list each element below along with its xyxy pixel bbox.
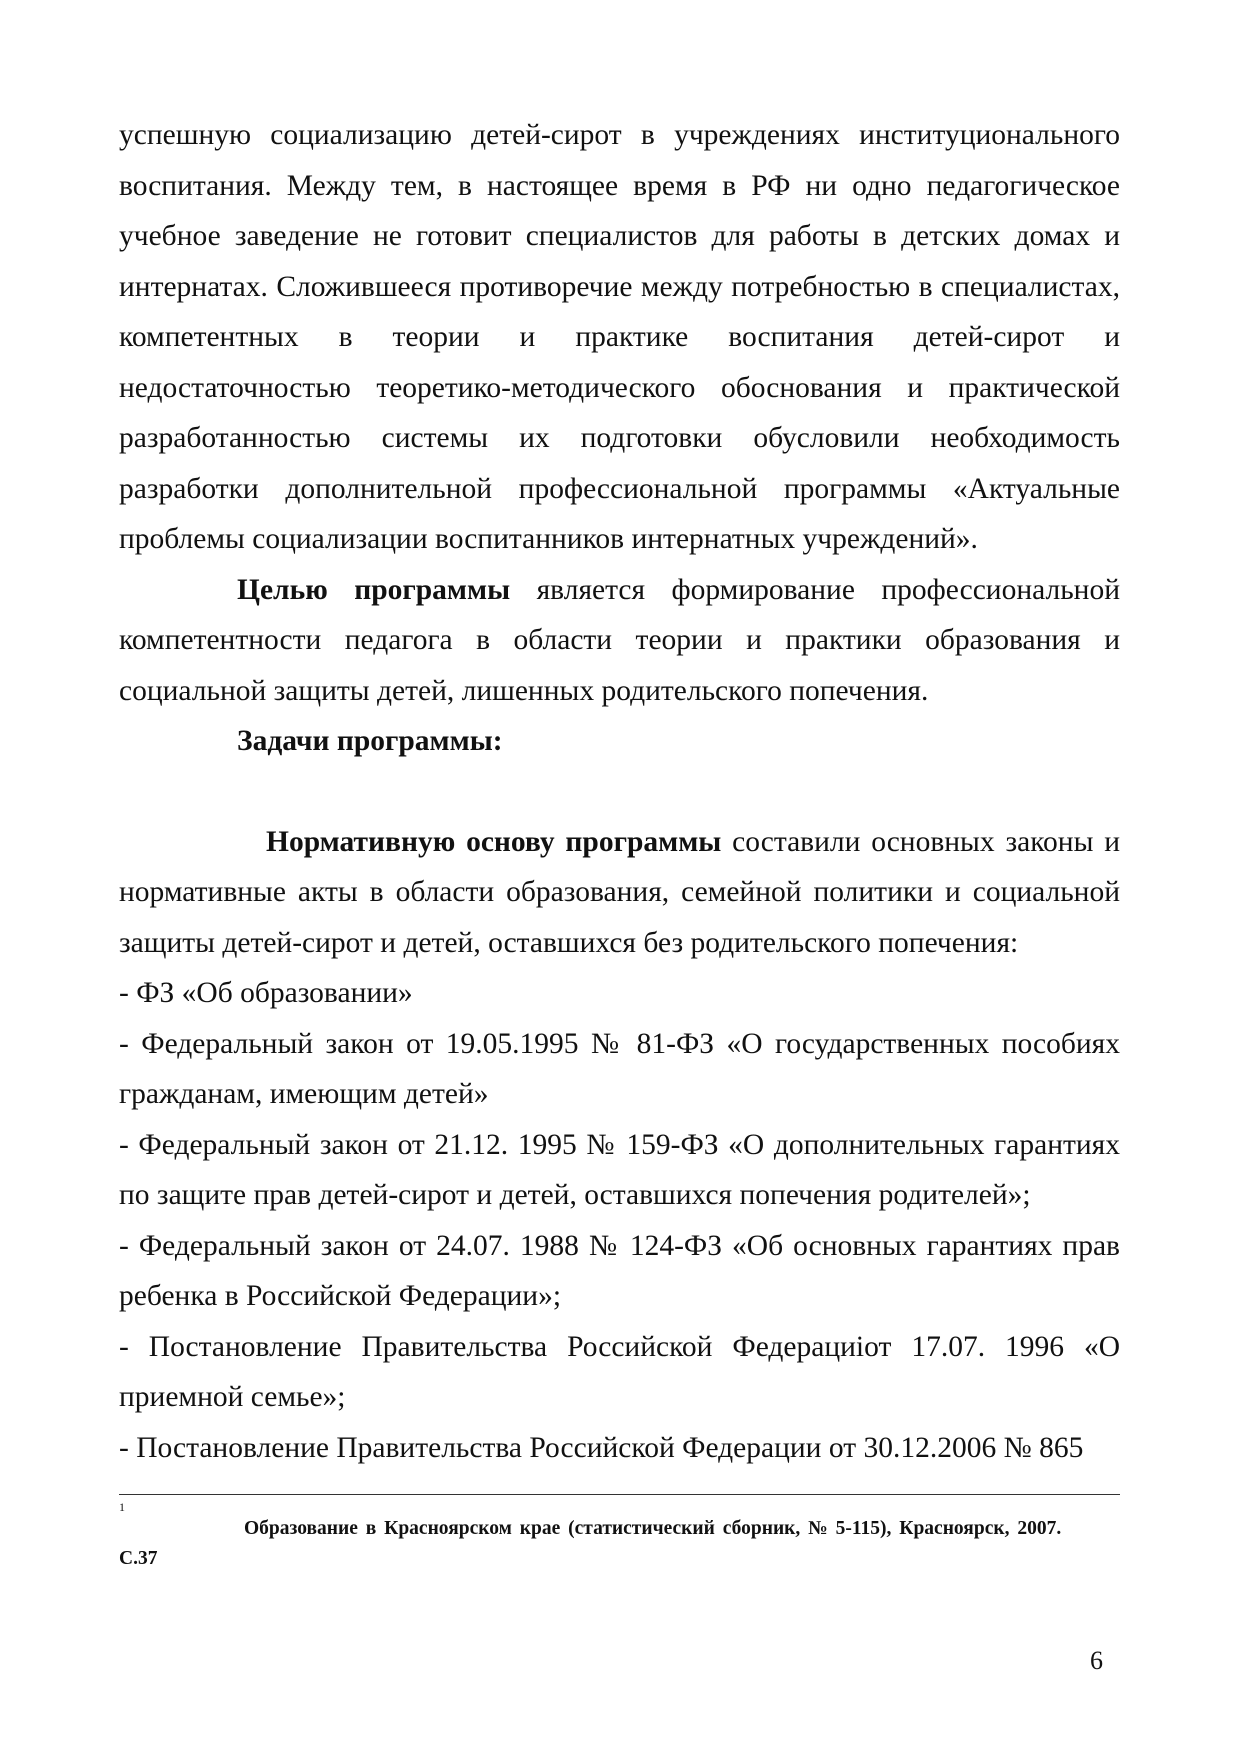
law-item: - Постановление Правительства Российской Федерациiот 17.07. 1996 «О приемной семье»; [119,1330,1120,1413]
footnote [119,1500,1120,1574]
basis-bold-lead: Нормативную основу программы [266,825,722,858]
goal-paragraph [119,565,1120,717]
tasks-empty-space [119,767,1120,817]
goal-bold-lead: Целью программы [237,573,511,606]
intro-paragraph: успешную социализацию детей-сирот в учреждениях институционального воспитания. Между тем, в настоящее время в РФ ни одно педагогическое учебное заведение не готовит специалистов для работы в детских домах и интернатах. Сложившееся противоречие между потребностью в специалистах, компетентных в теории и практике воспитания детей-сирот и недостаточностью теоретико-методического обоснования и практической разработанностью системы их подготовки обусловили необходимость разработки дополнительной профессиональной программы «Актуальные проблемы социализации воспитанников интернатных учреждений». [119,119,1120,555]
body-text [119,110,1120,1473]
law-item: - Федеральный закон от 24.07. 1988 № 124-ФЗ «Об основных гарантиях прав ребенка в Российской Федерации»; [119,1229,1120,1312]
law-item: - Федеральный закон от 19.05.1995 № 81-ФЗ «О государственных пособиях гражданам, имеющим детей» [119,1027,1120,1110]
basis-text: составили основных законы и нормативные акты в области образования, семейной политики и социальной защиты детей-сирот и детей, оставшихся без родительского попечения: [119,825,1120,959]
laws-list [119,968,1120,1473]
tasks-heading: Задачи программы: [237,725,503,757]
goal-text: является формирование профессиональной компетентности педагога в области теории и практики образования и социальной защиты детей, лишенных родительского попечения. [119,573,1120,707]
footnote-marker: 1 [119,1500,125,1514]
footnote-text: Образование в Красноярском крае (статистический сборник, № 5-115), Красноярск, 2007. [244,1518,1062,1539]
basis-paragraph [119,817,1120,969]
footnote-page-ref: С.37 [119,1548,158,1569]
law-item: - ФЗ «Об образовании» [119,977,413,1009]
page-number: 6 [1090,1646,1103,1675]
law-item: - Федеральный закон от 21.12. 1995 № 159-ФЗ «О дополнительных гарантиях по защите прав детей-сирот и детей, оставшихся попечения родителей»; [119,1128,1120,1211]
footnote-divider [119,1494,1120,1495]
law-item: - Постановление Правительства Российской Федерации от 30.12.2006 № 865 [119,1431,1084,1464]
